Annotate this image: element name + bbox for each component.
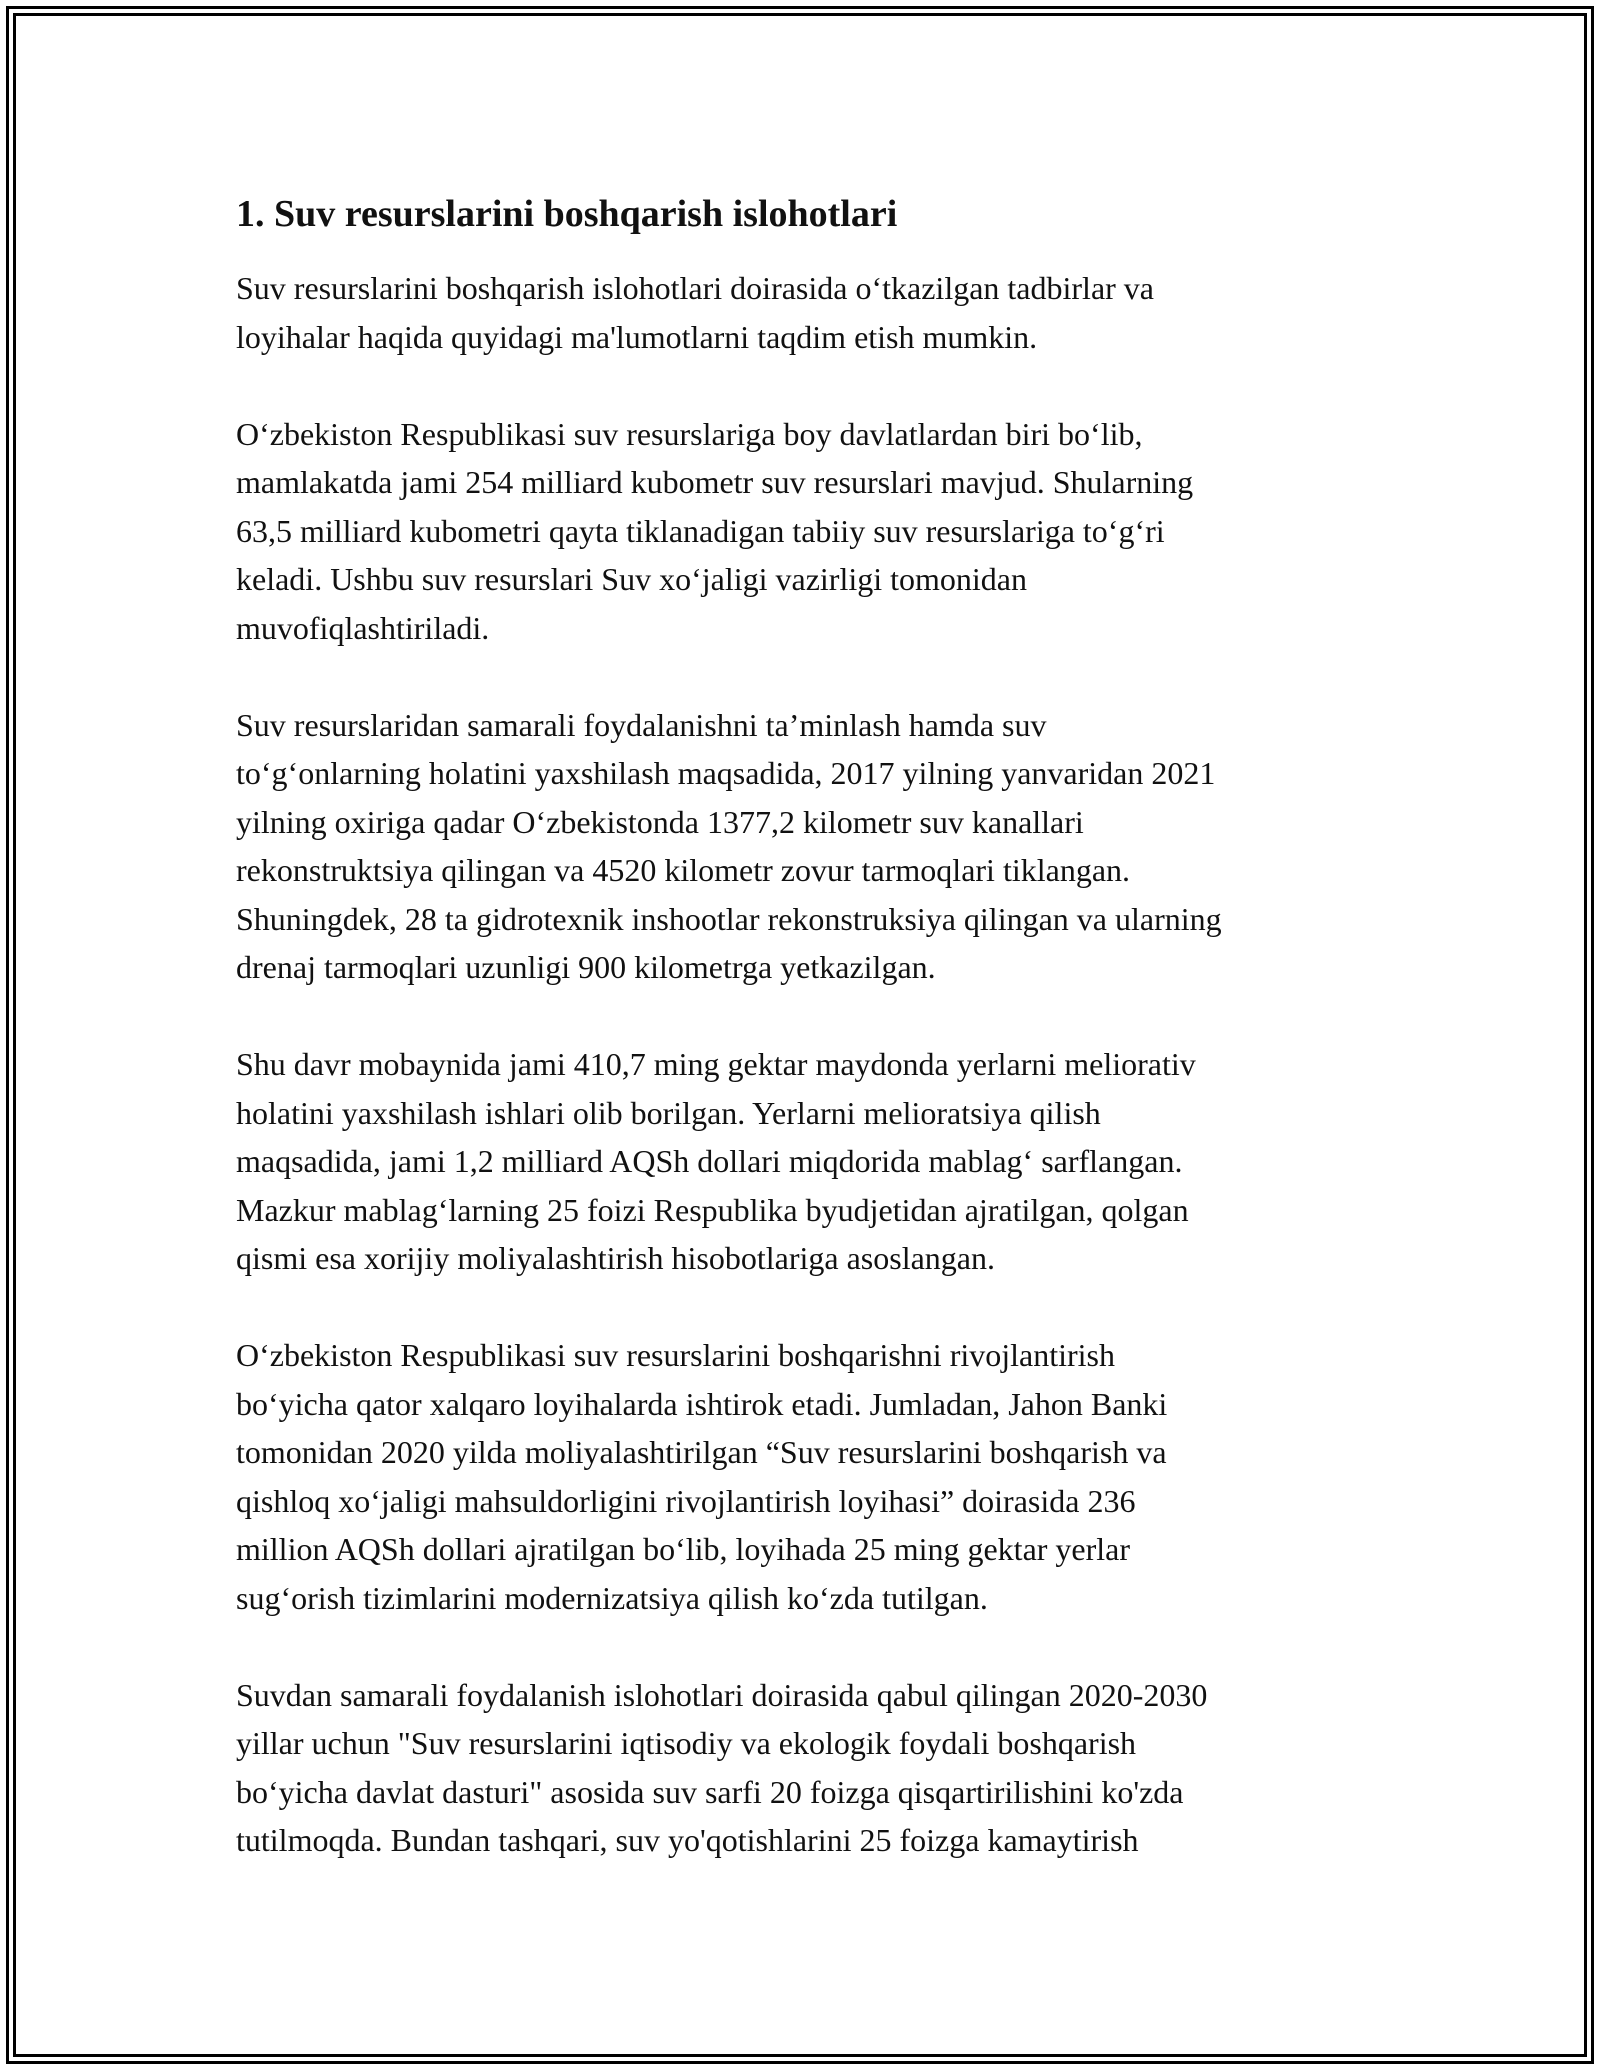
text-line: holatini yaxshilash ishlari olib borilgan. Yerlarni melioratsiya qilish — [236, 1094, 1101, 1131]
paragraph-canals — [236, 701, 1386, 992]
text-line: qismi esa xorijiy moliyalashtirish hisobotlariga asoslangan. — [236, 1240, 995, 1276]
text-line: Suv resurslaridan samarali foydalanishni ta’minlash hamda suv — [236, 706, 1047, 743]
text-line: to‘g‘onlarning holatini yaxshilash maqsadida, 2017 yilning yanvaridan 2021 — [236, 755, 1216, 791]
text-line: million AQSh dollari ajratilgan bo‘lib, loyihada 25 ming gektar yerlar — [236, 1531, 1131, 1567]
text-line: maqsadida, jami 1,2 milliard AQSh dollari miqdorida mablag‘ sarflangan. — [236, 1143, 1183, 1179]
text-line: sug‘orish tizimlarini modernizatsiya qilish ko‘zda tutilgan. — [236, 1579, 988, 1616]
text-line: Mazkur mablag‘larning 25 foizi Respublika byudjetidan ajratilgan, qolgan — [236, 1191, 1189, 1228]
text-line: rekonstruktsiya qilingan va 4520 kilometr zovur tarmoqlari tiklangan. — [236, 852, 1131, 888]
document-body — [236, 186, 1386, 1913]
section-heading: 1. Suv resurslarini boshqarish islohotlari — [236, 193, 898, 235]
text-line: Shuningdek, 28 ta gidrotexnik inshootlar rekonstruksiya qilingan va ularning — [236, 900, 1222, 937]
paragraph-intro — [236, 264, 1386, 361]
text-line: drenaj tarmoqlari uzunligi 900 kilometrga yetkazilgan. — [236, 949, 936, 985]
text-line: bo‘yicha davlat dasturi" asosida suv sarfi 20 foizga qisqartirilishini ko'zda — [236, 1773, 1184, 1810]
text-line: tutilmoqda. Bundan tashqari, suv yo'qotishlarini 25 foizga kamaytirish — [236, 1822, 1139, 1858]
text-line: yilning oxiriga qadar O‘zbekistonda 1377,2 kilometr suv kanallari — [236, 803, 1084, 840]
text-line: mamlakatda jami 254 milliard kubometr suv resurslari mavjud. Shularning — [236, 464, 1194, 500]
text-line: muvofiqlashtiriladi. — [236, 609, 490, 646]
text-line: Shu davr mobaynida jami 410,7 ming gektar maydonda yerlarni meliorativ — [236, 1046, 1196, 1082]
text-line: Suv resurslarini boshqarish islohotlari doirasida o‘tkazilgan tadbirlar va — [236, 270, 1154, 306]
text-line: qishloq xo‘jaligi mahsuldorligini rivojlantirish loyihasi” doirasida 236 — [236, 1482, 1136, 1519]
text-line: O‘zbekiston Respublikasi suv resurslarini boshqarishni rivojlantirish — [236, 1337, 1115, 1373]
text-line: yillar uchun "Suv resurslarini iqtisodiy va ekologik foydali boshqarish — [236, 1725, 1137, 1761]
paragraph-melioration — [236, 1040, 1386, 1283]
text-line: tomonidan 2020 yilda moliyalashtirilgan “Suv resurslarini boshqarish va — [236, 1434, 1167, 1470]
text-line: O‘zbekiston Respublikasi suv resurslariga boy davlatlardan biri bo‘lib, — [236, 415, 1143, 452]
paragraph-state-program — [236, 1671, 1386, 1865]
paragraph-water-resources — [236, 410, 1386, 653]
paragraph-international-projects — [236, 1331, 1386, 1622]
text-line: Suvdan samarali foydalanish islohotlari doirasida qabul qilingan 2020-2030 — [236, 1676, 1208, 1713]
text-line: 63,5 milliard kubometri qayta tiklanadigan tabiiy suv resurslariga to‘g‘ri — [236, 512, 1165, 549]
text-line: bo‘yicha qator xalqaro loyihalarda ishtirok etadi. Jumladan, Jahon Banki — [236, 1385, 1168, 1422]
text-line: loyihalar haqida quyidagi ma'lumotlarni taqdim etish mumkin. — [236, 318, 1038, 355]
text-line: keladi. Ushbu suv resurslari Suv xo‘jaligi vazirligi tomonidan — [236, 561, 1027, 597]
